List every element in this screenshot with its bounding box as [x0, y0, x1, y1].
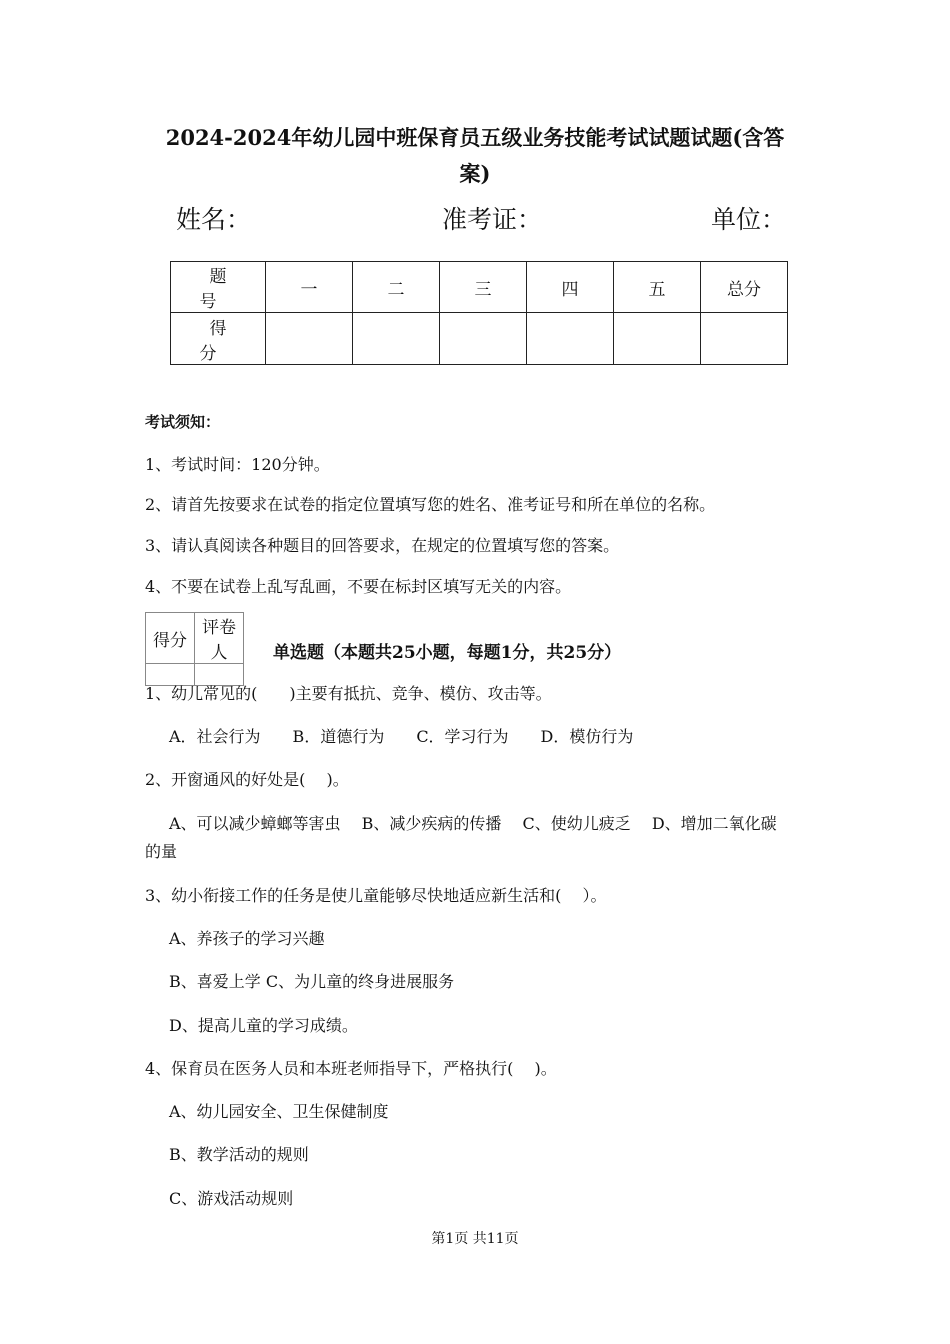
section-2-header: 二	[353, 262, 440, 313]
score-table-header-row	[171, 262, 788, 313]
question-4-stem: 4、保育员在医务人员和本班老师指导下，严格执行( )。	[145, 1059, 557, 1078]
name-label: 姓名：	[176, 205, 252, 234]
question-4-option-c: C、游戏活动规则	[169, 1189, 294, 1208]
question-number-header: 题 号	[171, 262, 266, 313]
exam-number-label: 准考证：	[442, 205, 543, 234]
grader-box	[145, 612, 244, 686]
question-4-option-a: A、幼儿园安全、卫生保健制度	[169, 1102, 389, 1121]
notice-heading: 考试须知：	[145, 413, 221, 431]
grader-score-label: 得分	[146, 613, 195, 664]
unit-label: 单位：	[711, 205, 787, 234]
total-header: 总分	[701, 262, 788, 313]
section-4-header: 四	[527, 262, 614, 313]
exam-title	[120, 120, 830, 192]
score-row-label: 得 分	[171, 313, 266, 365]
score-cell-5[interactable]	[614, 313, 701, 365]
score-table-score-row	[171, 313, 788, 365]
title-line-1: 2024-2024年幼儿园中班保育员五级业务技能考试试题试题(含答	[165, 125, 785, 150]
question-2-options: A、可以减少蟑螂等害虫 B、减少疾病的传播 C、使幼儿疲乏 D、增加二氧化碳	[169, 814, 777, 833]
title-line-2: 案)	[459, 161, 491, 186]
question-2-stem: 2、开窗通风的好处是( )。	[145, 770, 349, 789]
question-3-option-a: A、养孩子的学习兴趣	[169, 929, 325, 948]
section-title: 单选题（本题共25小题，每题1分，共25分）	[273, 643, 622, 663]
question-1-options: A．社会行为 B．道德行为 C．学习行为 D．模仿行为	[169, 727, 634, 746]
question-4-option-b: B、教学活动的规则	[169, 1145, 309, 1164]
score-cell-4[interactable]	[527, 313, 614, 365]
score-cell-3[interactable]	[440, 313, 527, 365]
notice-item-4: 4、不要在试卷上乱写乱画，不要在标封区填写无关的内容。	[145, 577, 572, 596]
question-3-option-b: B、喜爱上学 C、为儿童的终身进展服务	[169, 972, 455, 991]
question-3-option-d: D、提高儿童的学习成绩。	[169, 1016, 358, 1035]
notice-item-1: 1、考试时间：120分钟。	[145, 455, 330, 474]
question-1-stem: 1、幼儿常见的( )主要有抵抗、竞争、模仿、攻击等。	[145, 684, 552, 703]
notice-item-3: 3、请认真阅读各种题目的回答要求，在规定的位置填写您的答案。	[145, 536, 620, 555]
question-2-options-wrap: 的量	[145, 842, 178, 861]
score-cell-2[interactable]	[353, 313, 440, 365]
section-1-header: 一	[266, 262, 353, 313]
page-footer: 第1页 共11页	[431, 1231, 519, 1247]
score-table	[170, 261, 788, 365]
question-3-stem: 3、幼小衔接工作的任务是使儿童能够尽快地适应新生活和( ）。	[145, 886, 607, 905]
score-cell-total[interactable]	[701, 313, 788, 365]
grader-name-label: 评卷人	[195, 613, 244, 664]
section-5-header: 五	[614, 262, 701, 313]
notice-item-2: 2、请首先按要求在试卷的指定位置填写您的姓名、准考证号和所在单位的名称。	[145, 495, 716, 514]
section-3-header: 三	[440, 262, 527, 313]
